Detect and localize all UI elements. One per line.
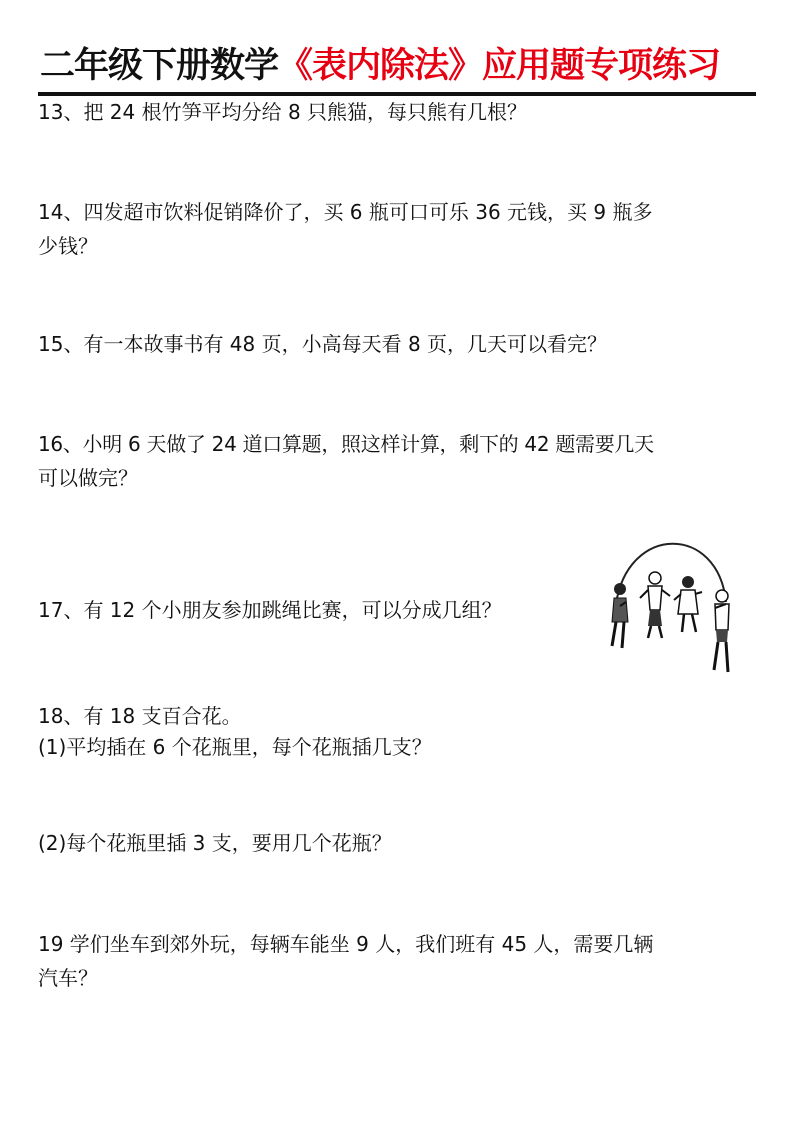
question-16-line-2: 可以做完？ [38, 466, 138, 490]
question-16-line-1: 16、小明 6 天做了 24 道口算题，照这样计算，剩下的 42 题需要几天 [38, 432, 654, 456]
question-14-line-2: 少钱？ [38, 234, 98, 258]
question-15: 15、有一本故事书有 48 页，小高每天看 8 页，几天可以看完？ [38, 332, 608, 356]
page-title [40, 40, 760, 92]
jump-rope-children-icon [598, 534, 748, 684]
question-19-line-2: 汽车？ [38, 966, 98, 990]
question-18-part-1: (1)平均插在 6 个花瓶里，每个花瓶插几支？ [38, 735, 432, 759]
question-18-part-2: (2)每个花瓶里插 3 支，要用几个花瓶？ [38, 831, 392, 855]
title-part-3: 应用题专项练习 [482, 46, 721, 86]
question-18: 18、有 18 支百合花。 [38, 704, 242, 728]
question-13: 13、把 24 根竹笋平均分给 8 只熊猫，每只熊有几根？ [38, 100, 528, 124]
question-19-line-1: 19 学们坐车到郊外玩，每辆车能坐 9 人，我们班有 45 人，需要几辆 [38, 932, 654, 956]
question-17: 17、有 12 个小朋友参加跳绳比赛，可以分成几组？ [38, 598, 502, 622]
title-part-2: 《表内除法》 [278, 46, 483, 86]
title-part-1: 二年级下册数学 [40, 46, 279, 86]
question-14-line-1: 14、四发超市饮料促销降价了，买 6 瓶可口可乐 36 元钱，买 9 瓶多 [38, 200, 653, 224]
